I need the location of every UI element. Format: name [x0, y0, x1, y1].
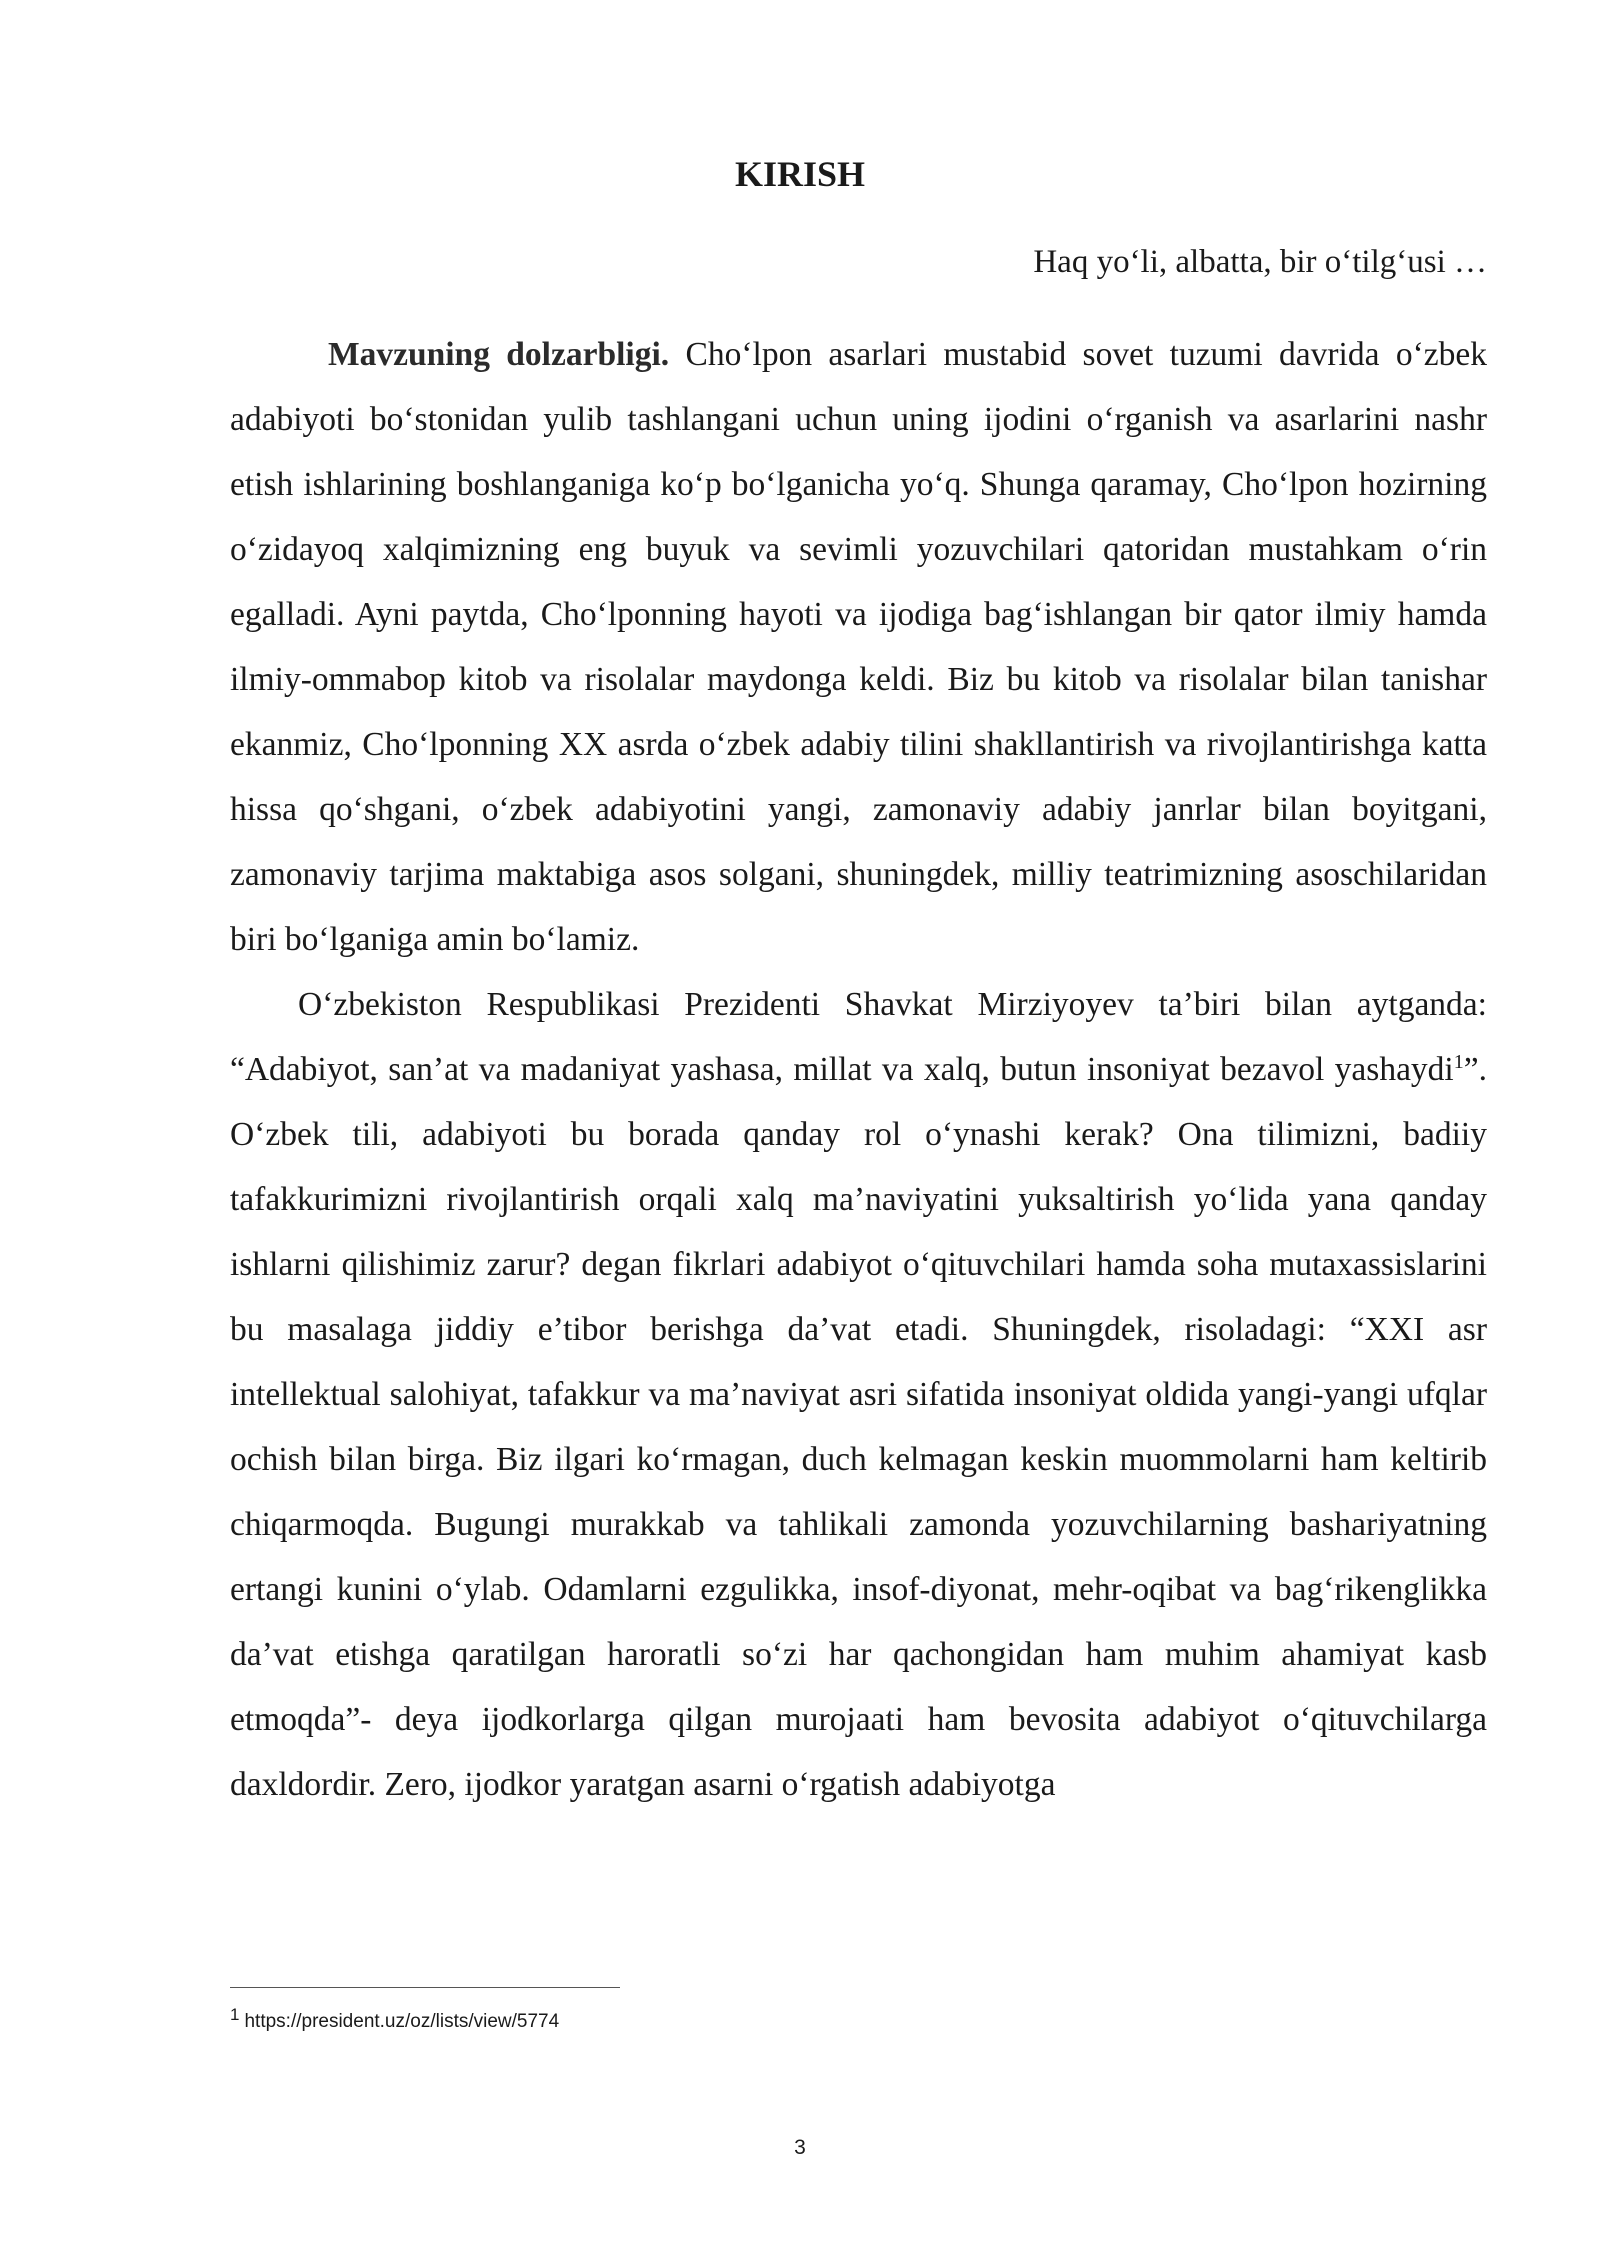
body-text	[230, 322, 1487, 1817]
paragraph-lead-heading: Mavzuning dolzarbligi.	[328, 336, 670, 373]
paragraph-text: Cho‘lpon asarlari mustabid sovet tuzumi davrida o‘zbek adabiyoti bo‘stonidan yulib tashlangani uchun uning ijodini o‘rganish va asarlarini nashr etish ishlarining boshlanganiga ko‘p bo‘lganicha yo‘q. Shunga qaramay, Cho‘lpon hozirning o‘zidayoq xalqimizning eng buyuk va sevimli yozuvchilari qatoridan mustahkam o‘rin egalladi. Ayni paytda, Cho‘lponning hayoti va ijodiga bag‘ishlangan bir qator ilmiy hamda ilmiy-ommabop kitob va risolalar maydonga keldi. Biz bu kitob va risolalar bilan tanishar ekanmiz, Cho‘lponning XX asrda o‘zbek adabiy tilini shakllantirish va rivojlantirishga katta hissa qo‘shgani, o‘zbek adabiyotini yangi, zamonaviy adabiy janrlar bilan boyitgani, zamonaviy tarjima maktabiga asos solgani, shuningdek, milliy teatrimizning asoschilaridan biri bo‘lganiga amin bo‘lamiz.	[230, 336, 1487, 958]
footnote-reference[interactable]: 1	[1453, 1050, 1464, 1073]
footnote-number: 1	[230, 2004, 240, 2024]
paragraph-text: ”. O‘zbek tili, adabiyoti bu borada qanday rol o‘ynashi kerak? Ona tilimizni, badiiy tafakkurimizni rivojlantirish orqali xalq ma’naviyatini yuksaltirish yo‘lida yana qanday ishlarni qilishimiz zarur? degan fikrlari adabiyot o‘qituvchilari hamda soha mutaxassislarini bu masalaga jiddiy e’tibor berishga da’vat etadi. Shuningdek, risoladagi: “XXI asr intellektual salohiyat, tafakkur va ma’naviyat asri sifatida insoniyat oldida yangi-yangi ufqlar ochish bilan birga. Biz ilgari ko‘rmagan, duch kelmagan keskin muommolarni ham keltirib chiqarmoqda. Bugungi murakkab va tahlikali zamonda yozuvchilarning bashariyatning ertangi kunini o‘ylab. Odamlarni ezgulikka, insof-diyonat, mehr-oqibat va bag‘rikenglikka da’vat etishga qaratilgan haroratli so‘zi har qachongidan ham muhim ahamiyat kasb etmoqda”- deya ijodkorlarga qilgan murojaati ham bevosita adabiyot o‘qituvchilarga daxldordir. Zero, ijodkor yaratgan asarni o‘rgatish adabiyotga	[230, 1051, 1487, 1803]
footnote-link[interactable]: https://president.uz/oz/lists/view/5774	[244, 2011, 560, 2032]
paragraph-relevance	[230, 322, 1487, 972]
footnote	[230, 2004, 560, 2035]
paragraph-text: O‘zbekiston Respublikasi Prezidenti Shavkat Mirziyoyev ta’biri bilan aytganda: “Adabiyot, san’at va madaniyat yashasa, millat va xalq, butun insoniyat bezavol yashaydi	[230, 986, 1487, 1088]
paragraph-president-quote	[230, 972, 1487, 1817]
footnote-divider	[230, 1987, 620, 1988]
page-title: KIRISH	[734, 154, 866, 194]
page-number: 3	[794, 2136, 806, 2159]
epigraph: Haq yo‘li, albatta, bir o‘tilg‘usi …	[1033, 244, 1487, 280]
